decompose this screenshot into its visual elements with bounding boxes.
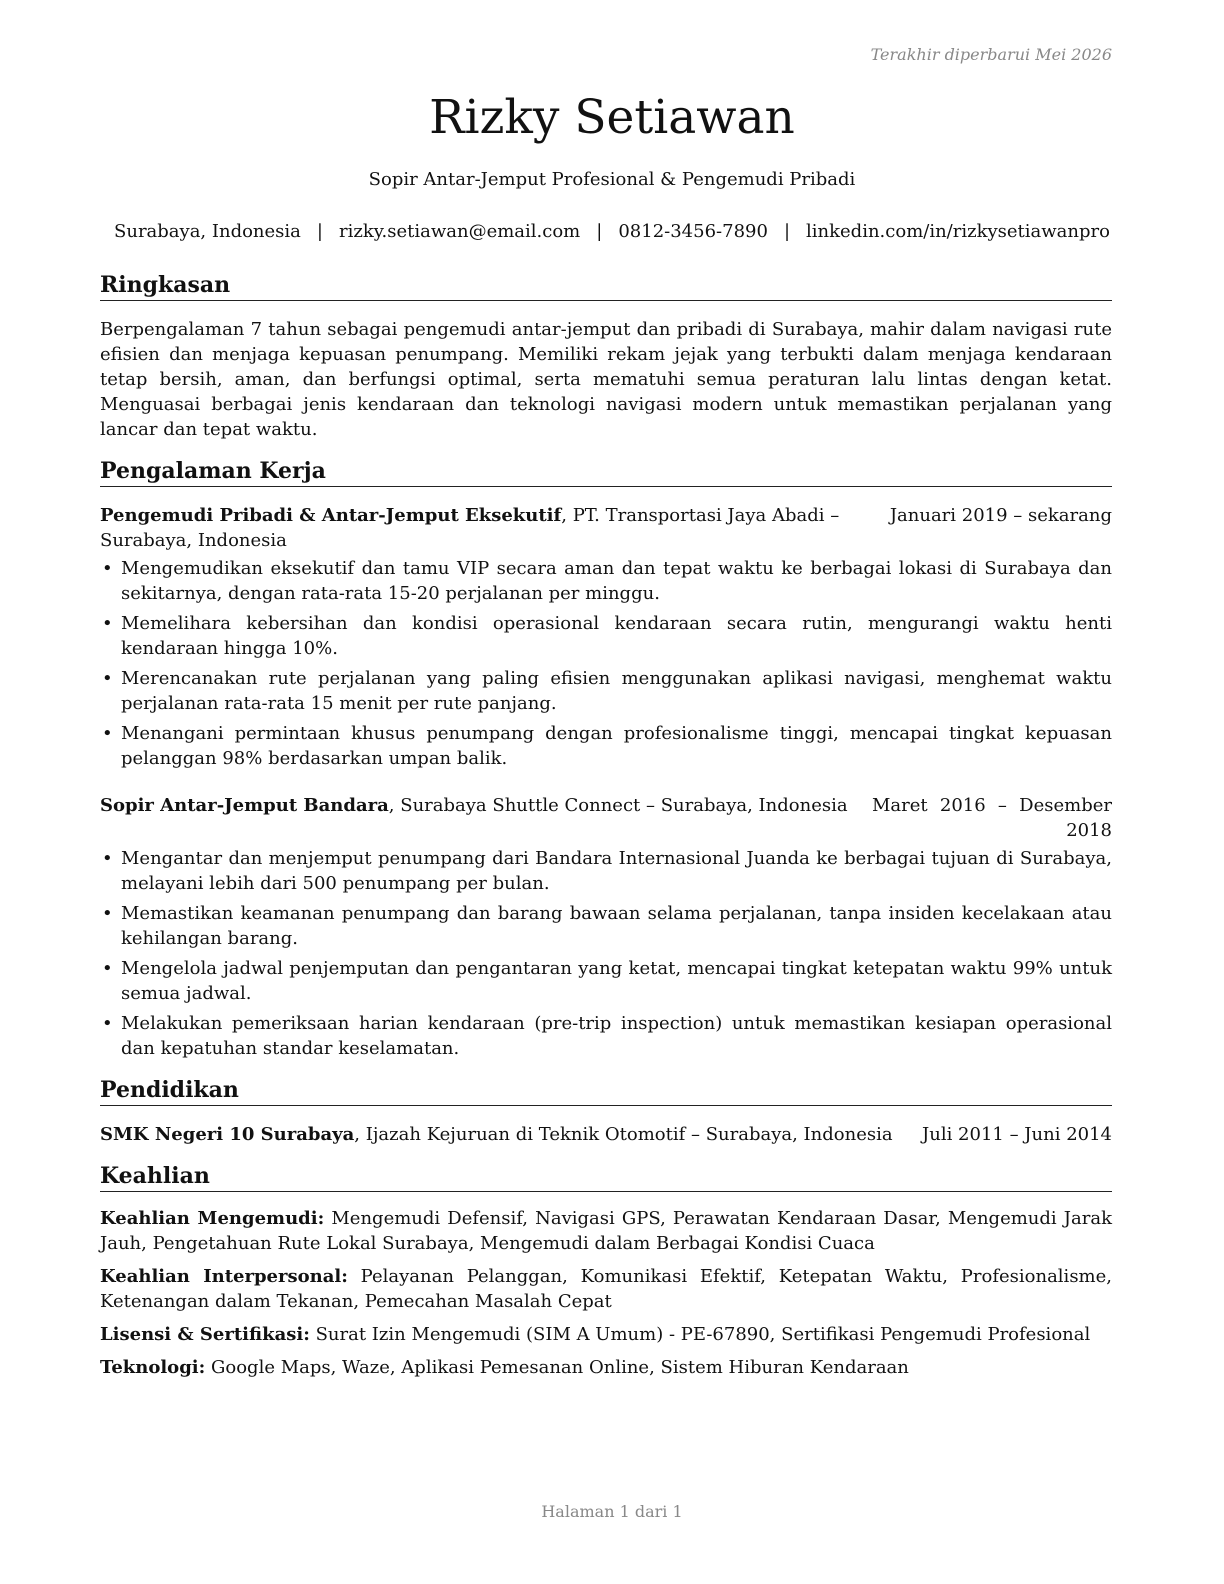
job-entry [100,503,1112,771]
job-bullet [100,901,1112,951]
job-bullet [100,956,1112,1006]
skill-label: Keahlian Interpersonal: [100,1266,348,1287]
job-bullet [100,1011,1112,1061]
summary-section [100,270,1112,442]
skill-group [100,1322,1112,1347]
experience-section [100,456,1112,1061]
skill-group [100,1264,1112,1314]
skill-label: Lisensi & Sertifikasi: [100,1324,310,1345]
resume-content [100,270,1112,1394]
bullet-icon: • [102,723,113,744]
education-school: SMK Negeri 10 Surabaya [100,1124,355,1145]
job-bullets [100,846,1112,1061]
experience-heading: Pengalaman Kerja [100,456,1112,487]
job-dates: Januari 2019 – sekarang [889,505,1112,526]
job-bullet-text: Mengemudikan eksekutif dan tamu VIP secara aman dan tepat waktu ke berbagai lokasi di Surabaya dan sekitarnya, dengan rata-rata 15-20 perjalanan per minggu. [121,558,1112,604]
bullet-icon: • [102,613,113,634]
job-entry [100,793,1112,1061]
skills-heading: Keahlian [100,1161,1112,1192]
skill-label: Teknologi: [100,1357,206,1378]
education-entry [100,1122,1112,1147]
skills-section [100,1161,1112,1380]
education-heading: Pendidikan [100,1075,1112,1106]
job-bullet [100,556,1112,606]
job-bullet [100,611,1112,661]
job-bullet-text: Memastikan keamanan penumpang dan barang bawaan selama perjalanan, tanpa insiden kecelakaan atau kehilangan barang. [121,903,1112,949]
skill-text: Surat Izin Mengemudi (SIM A Umum) - PE-67890, Sertifikasi Pengemudi Profesional [309,1324,1091,1345]
bullet-icon: • [102,668,113,689]
job-dates: Maret 2016 – Desember 2018 [872,795,1112,841]
job-bullet-text: Mengantar dan menjemput penumpang dari Bandara Internasional Juanda ke berbagai tujuan di Surabaya, melayani lebih dari 500 penumpang per bulan. [121,848,1112,894]
education-dates: Juli 2011 – Juni 2014 [922,1124,1112,1145]
skill-text: Mengemudi Defensif, Navigasi GPS, Perawatan Kendaraan Dasar, Mengemudi Jarak Jauh, Pengetahuan Rute Lokal Surabaya, Mengemudi dalam Berbagai Kondisi Cuaca [100,1208,1112,1254]
job-bullet [100,666,1112,716]
skill-group [100,1355,1112,1380]
candidate-name: Rizky Setiawan [429,90,795,145]
summary-heading: Ringkasan [100,270,1112,301]
contact-linkedin[interactable]: linkedin.com/in/rizkysetiawanpro [806,221,1110,242]
education-section [100,1075,1112,1147]
contact-separator: | [316,221,323,242]
contact-location: Surabaya, Indonesia [114,221,301,242]
job-bullet-text: Mengelola jadwal penjemputan dan pengantaran yang ketat, mencapai tingkat ketepatan waktu 99% untuk semua jadwal. [121,958,1112,1004]
education-header [100,1122,1112,1147]
job-bullet [100,846,1112,896]
contact-phone: 0812-3456-7890 [618,221,768,242]
job-company: , PT. Transportasi Jaya Abadi – Surabaya, Indonesia [100,505,840,551]
skill-text: Google Maps, Waze, Aplikasi Pemesanan Online, Sistem Hiburan Kendaraan [205,1357,909,1378]
job-title-line [100,503,870,553]
bullet-icon: • [102,903,113,924]
page-number: Halaman 1 dari 1 [541,1502,683,1521]
job-title-line [100,793,852,818]
candidate-title: Sopir Antar-Jemput Profesional & Pengemudi Pribadi [368,169,856,190]
contact-line [0,220,1224,244]
bullet-icon: • [102,558,113,579]
job-company: , Surabaya Shuttle Connect – Surabaya, Indonesia [388,795,848,816]
education-detail: , Ijazah Kejuruan di Teknik Otomotif – Surabaya, Indonesia [354,1124,893,1145]
job-header [100,503,1112,553]
bullet-icon: • [102,1013,113,1034]
job-bullet-text: Merencanakan rute perjalanan yang paling efisien menggunakan aplikasi navigasi, menghemat waktu perjalanan rata-rata 15 menit per rute panjang. [121,668,1112,714]
job-role: Pengemudi Pribadi & Antar-Jemput Eksekutif [100,505,562,526]
contact-email[interactable]: rizky.setiawan@email.com [338,221,581,242]
bullet-icon: • [102,958,113,979]
contact-separator: | [596,221,603,242]
job-role: Sopir Antar-Jemput Bandara [100,795,389,816]
contact-separator: | [783,221,791,242]
job-header [100,793,1112,843]
last-updated-note: Terakhir diperbarui Mei 2026 [870,45,1112,64]
job-bullets [100,556,1112,771]
bullet-icon: • [102,848,113,869]
skill-group [100,1206,1112,1256]
job-bullet-text: Melakukan pemeriksaan harian kendaraan (pre-trip inspection) untuk memastikan kesiapan operasional dan kepatuhan standar keselamatan. [121,1013,1112,1059]
job-bullet [100,721,1112,771]
job-bullet-text: Memelihara kebersihan dan kondisi operasional kendaraan secara rutin, mengurangi waktu henti kendaraan hingga 10%. [121,613,1112,659]
summary-text: Berpengalaman 7 tahun sebagai pengemudi antar-jemput dan pribadi di Surabaya, mahir dalam navigasi rute efisien dan menjaga kepuasan penumpang. Memiliki rekam jejak yang terbukti dalam menjaga kendaraan tetap bersih, aman, dan berfungsi optimal, serta mematuhi semua peraturan lalu lintas dengan ketat. Menguasai berbagai jenis kendaraan dan teknologi navigasi modern untuk memastikan perjalanan yang lancar dan tepat waktu. [100,319,1112,440]
job-bullet-text: Menangani permintaan khusus penumpang dengan profesionalisme tinggi, mencapai tingkat kepuasan pelanggan 98% berdasarkan umpan balik. [121,723,1112,769]
education-line [100,1122,902,1147]
skill-label: Keahlian Mengemudi: [100,1208,325,1229]
skill-text: Pelayanan Pelanggan, Komunikasi Efektif, Ketepatan Waktu, Profesionalisme, Ketenangan dalam Tekanan, Pemecahan Masalah Cepat [100,1266,1112,1312]
